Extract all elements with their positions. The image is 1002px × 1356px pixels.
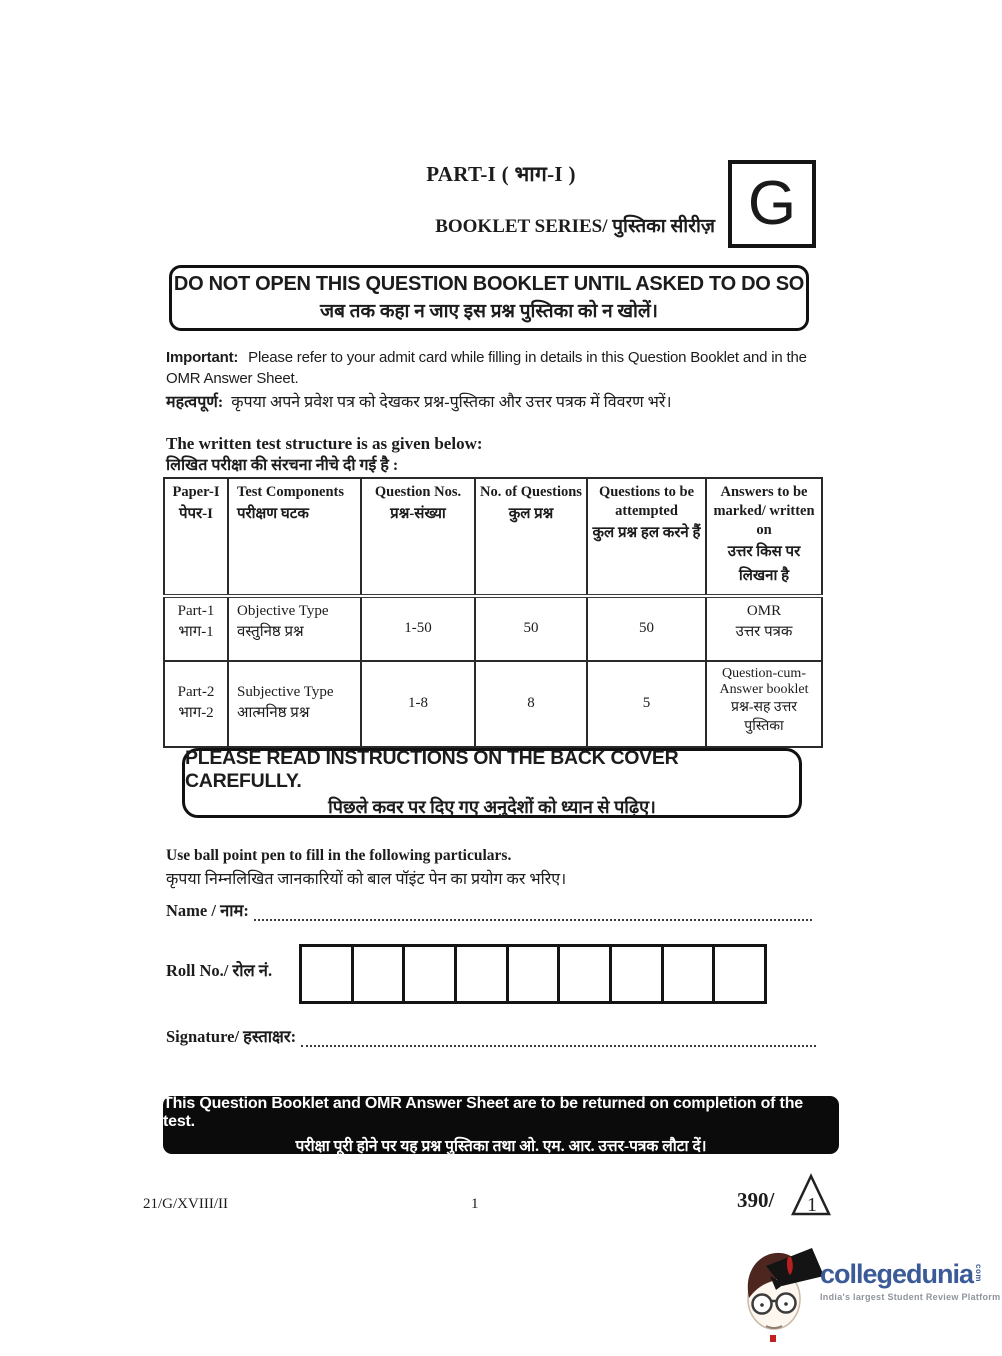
header-components: Test Components परीक्षण घटक xyxy=(228,478,361,596)
cell-answers-marked: OMR उत्तर पत्रक xyxy=(706,596,822,661)
cell-answers-marked: Question-cum- Answer booklet प्रश्न-सह उत्तर पुस्तिका xyxy=(706,661,822,747)
test-structure-intro xyxy=(166,433,483,477)
instructions-text-en: PLEASE READ INSTRUCTIONS ON THE BACK COVER CAREFULLY. xyxy=(185,747,679,792)
roll-digit-box xyxy=(302,947,351,1001)
roll-digit-box xyxy=(557,947,609,1001)
signature-fill-line xyxy=(301,1032,816,1047)
cell-num-questions: 50 xyxy=(475,596,587,661)
roll-digit-box xyxy=(506,947,558,1001)
name-fill-line xyxy=(254,906,812,921)
test-structure-intro-hi: लिखित परीक्षा की संरचना नीचे दी गई है : xyxy=(166,457,399,474)
booklet-series-box xyxy=(728,160,816,248)
roll-digit-box xyxy=(712,947,764,1001)
return-banner-hi: परीक्षा पूरी होने पर यह प्रश्न पुस्तिका तथा ओ. एम. आर. उत्तर-पत्रक लौटा दें। xyxy=(295,1137,707,1155)
logo-suffix-text: com xyxy=(974,1264,984,1282)
cell-part: Part-2 भाग-2 xyxy=(164,661,228,747)
test-structure-table xyxy=(163,477,823,748)
roll-digit-box xyxy=(454,947,506,1001)
pen-note-hi: कृपया निम्नलिखित जानकारियों को बाल पॉइंट पेन का प्रयोग कर भरिए। xyxy=(166,871,567,888)
header-answers-marked: Answers to be marked/ written on उत्तर किस पर लिखना है xyxy=(706,478,822,596)
part-title: PART-I ( भाग-I ) xyxy=(426,162,576,186)
name-label: Name / नाम: xyxy=(166,901,249,920)
name-field-row xyxy=(166,898,812,921)
important-label-en: Important: xyxy=(166,349,239,366)
roll-digit-box xyxy=(609,947,661,1001)
do-not-open-warning-box xyxy=(169,265,809,331)
cell-question-nos: 1-8 xyxy=(361,661,475,747)
table-row-part2 xyxy=(164,661,822,747)
collegedunia-logo xyxy=(736,1242,1002,1342)
roll-digit-box xyxy=(402,947,454,1001)
booklet-series-letter: G xyxy=(747,169,797,238)
pen-note-en: Use ball point pen to fill in the following particulars. xyxy=(166,847,512,864)
booklet-code: 21/G/XVIII/II xyxy=(143,1196,228,1212)
read-instructions-box xyxy=(182,748,802,818)
table-row-part1 xyxy=(164,596,822,661)
roll-digit-box xyxy=(661,947,713,1001)
important-text-en: Please refer to your admit card while filling in details in this Question Booklet and in the OMR Answer Sheet. xyxy=(166,349,807,387)
test-structure-intro-en: The written test structure is as given below: xyxy=(166,434,483,453)
important-label-hi: महत्वपूर्ण: xyxy=(166,394,224,411)
cell-to-attempt: 50 xyxy=(587,596,706,661)
triangle-icon xyxy=(791,1172,831,1223)
mascot-icon xyxy=(736,1242,824,1342)
header-to-attempt: Questions to be attempted कुल प्रश्न हल करने हैं xyxy=(587,478,706,596)
cell-component: Objective Type वस्तुनिष्ठ प्रश्न xyxy=(228,596,361,661)
roll-number-grid xyxy=(299,944,767,1004)
cell-component: Subjective Type आत्मनिष्ठ प्रश्न xyxy=(228,661,361,747)
cell-to-attempt: 5 xyxy=(587,661,706,747)
cell-part: Part-1 भाग-1 xyxy=(164,596,228,661)
signature-label: Signature/ हस्ताक्षर: xyxy=(166,1027,297,1046)
return-banner-en: This Question Booklet and OMR Answer Sheet are to be returned on completion of the test. xyxy=(163,1094,803,1130)
warning-text-hi: जब तक कहा न जाए इस प्रश्न पुस्तिका को न खोलें। xyxy=(319,301,658,322)
important-note xyxy=(166,347,842,416)
logo-brand-text: collegedunia xyxy=(820,1259,974,1289)
booklet-series-label: BOOKLET SERIES/ पुस्तिका सीरीज़ xyxy=(435,216,715,237)
pen-note xyxy=(166,845,566,893)
signature-field-row xyxy=(166,1024,816,1047)
table-header-row xyxy=(164,478,822,596)
page-number: 1 xyxy=(471,1196,479,1212)
header-question-nos: Question Nos. प्रश्न-संख्या xyxy=(361,478,475,596)
instructions-text-hi: पिछले कवर पर दिए गए अनुदेशों को ध्यान से पढ़िए। xyxy=(328,797,656,817)
important-text-hi: कृपया अपने प्रवेश पत्र को देखकर प्रश्न-पुस्तिका और उत्तर पत्रक में विवरण भरें। xyxy=(231,394,672,411)
serial-number: 390/ xyxy=(737,1188,775,1212)
return-banner xyxy=(163,1096,839,1154)
header-num-questions: No. of Questions कुल प्रश्न xyxy=(475,478,587,596)
roll-digit-box xyxy=(351,947,403,1001)
cell-num-questions: 8 xyxy=(475,661,587,747)
logo-tagline: India's largest Student Review Platform xyxy=(820,1292,1001,1302)
roll-number-label: Roll No./ रोल नं. xyxy=(166,961,273,980)
header-paper: Paper-I पेपर-I xyxy=(164,478,228,596)
warning-text-en: DO NOT OPEN THIS QUESTION BOOKLET UNTIL ASKED TO DO SO xyxy=(173,273,805,295)
triangle-number: 1 xyxy=(807,1194,817,1216)
cell-question-nos: 1-50 xyxy=(361,596,475,661)
